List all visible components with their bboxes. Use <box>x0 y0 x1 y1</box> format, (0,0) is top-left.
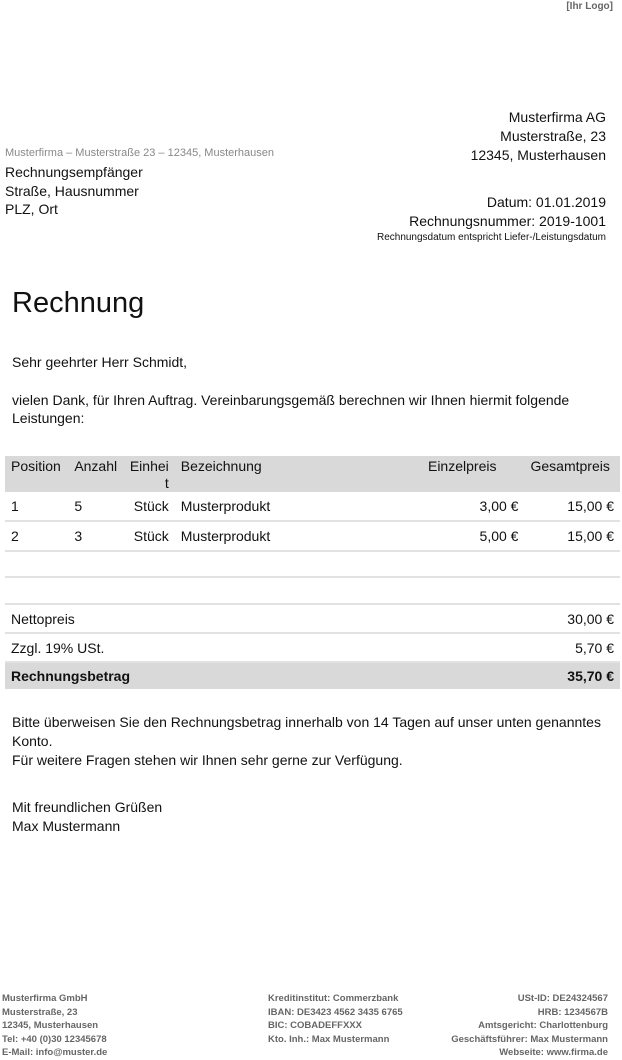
footer-line: Kreditinstitut: Commerzbank <box>268 993 399 1004</box>
footer-line: Webseite: www.firma.de <box>499 1047 608 1058</box>
cell-total-price: 15,00 € <box>524 492 620 521</box>
recipient-address <box>5 163 143 219</box>
payment-instruction: Bitte überweisen Sie den Rechnungsbetrag innerhalb von 14 Tagen auf unser unten genanntes Konto. <box>12 714 601 749</box>
cell-unit: Stück <box>124 492 175 521</box>
footer-line: Tel: +40 (0)30 12345678 <box>2 1033 107 1045</box>
company-address <box>471 108 606 165</box>
footer-line: BIC: COBADEFFXXX <box>268 1020 362 1031</box>
total-label: Rechnungsbetrag <box>11 668 131 684</box>
cell-quantity: 5 <box>68 492 123 521</box>
cell-total-price: 15,00 € <box>524 521 620 551</box>
closing-text <box>12 713 602 770</box>
regards-line: Mit freundlichen Grüßen <box>12 799 163 815</box>
logo-placeholder: [Ihr Logo] <box>566 1 613 12</box>
total-value: 35,70 € <box>567 668 614 684</box>
line-items-table <box>5 456 620 552</box>
footer-line: E-Mail: info@muster.de <box>2 1047 108 1058</box>
cell-description: Musterprodukt <box>175 521 422 551</box>
table-row <box>5 492 620 521</box>
recipient-city: PLZ, Ort <box>5 201 58 217</box>
footer-legal <box>451 992 608 1060</box>
header-unit-part2: t <box>164 475 169 491</box>
footer-line: IBAN: DE3423 4562 3435 6765 <box>268 1006 403 1018</box>
footer-line: Amtsgericht: Charlottenburg <box>478 1020 608 1031</box>
header-unit <box>124 456 175 492</box>
invoice-date-note: Rechnungsdatum entspricht Liefer-/Leistungsdatum <box>376 232 606 243</box>
footer-line: Geschäftsführer: Max Mustermann <box>451 1033 608 1045</box>
summary-block <box>5 603 620 689</box>
greeting: Sehr geehrter Herr Schmidt, <box>12 354 188 370</box>
footer-line: HRB: 1234567B <box>537 1006 608 1018</box>
signer-name: Max Mustermann <box>12 818 121 834</box>
recipient-name: Rechnungsempfänger <box>5 164 143 180</box>
cell-position: 1 <box>5 492 68 521</box>
header-total-price: Gesamtpreis <box>524 456 620 492</box>
footer-line: Musterstraße, 23 <box>2 1006 78 1018</box>
cell-unit-price: 5,00 € <box>422 521 525 551</box>
footer-bank <box>268 992 403 1046</box>
document-title: Rechnung <box>12 287 145 319</box>
net-price-label: Nettopreis <box>11 610 75 627</box>
footer-line: Kto. Inh.: Max Mustermann <box>268 1033 390 1045</box>
company-city: 12345, Musterhausen <box>470 147 606 163</box>
invoice-number: Rechnungsnummer: 2019-1001 <box>409 213 606 229</box>
company-street: Musterstraße, 23 <box>500 128 606 144</box>
company-name: Musterfirma AG <box>508 109 606 125</box>
intro-text: vielen Dank, für Ihren Auftrag. Vereinbarungsgemäß berechnen wir Ihnen hiermit folgende Leistungen: <box>12 392 570 426</box>
header-description: Bezeichnung <box>175 456 422 492</box>
header-unit-part1: Einhei <box>129 458 169 474</box>
recipient-street: Straße, Hausnummer <box>5 182 139 199</box>
questions-note: Für weitere Fragen stehen wir Ihnen sehr gerne zur Verfügung. <box>12 752 403 768</box>
vat-value: 5,70 € <box>575 639 614 656</box>
sender-return-line: Musterfirma – Musterstraße 23 – 12345, Musterhausen <box>5 147 275 159</box>
header-quantity: Anzahl <box>68 456 123 492</box>
cell-quantity: 3 <box>68 521 123 551</box>
footer-line: Musterfirma GmbH <box>2 993 88 1004</box>
header-position: Position <box>5 456 68 492</box>
table-header-row <box>5 456 620 492</box>
cell-description: Musterprodukt <box>175 492 422 521</box>
table-spacer <box>5 576 620 604</box>
vat-label: Zzgl. 19% USt. <box>11 639 105 656</box>
footer-company <box>2 992 107 1060</box>
vat-row <box>5 634 620 663</box>
footer-line: 12345, Musterhausen <box>2 1020 99 1031</box>
cell-position: 2 <box>5 521 68 551</box>
signature-block <box>12 798 162 836</box>
total-row <box>5 663 620 689</box>
header-unit-price: Einzelpreis <box>422 456 525 492</box>
invoice-date: Datum: 01.01.2019 <box>486 194 606 210</box>
net-price-row <box>5 603 620 634</box>
table-row <box>5 521 620 551</box>
invoice-meta <box>377 193 606 245</box>
cell-unit: Stück <box>124 521 175 551</box>
footer-line: USt-ID: DE24324567 <box>517 993 608 1004</box>
net-price-value: 30,00 € <box>567 610 614 627</box>
cell-unit-price: 3,00 € <box>422 492 525 521</box>
